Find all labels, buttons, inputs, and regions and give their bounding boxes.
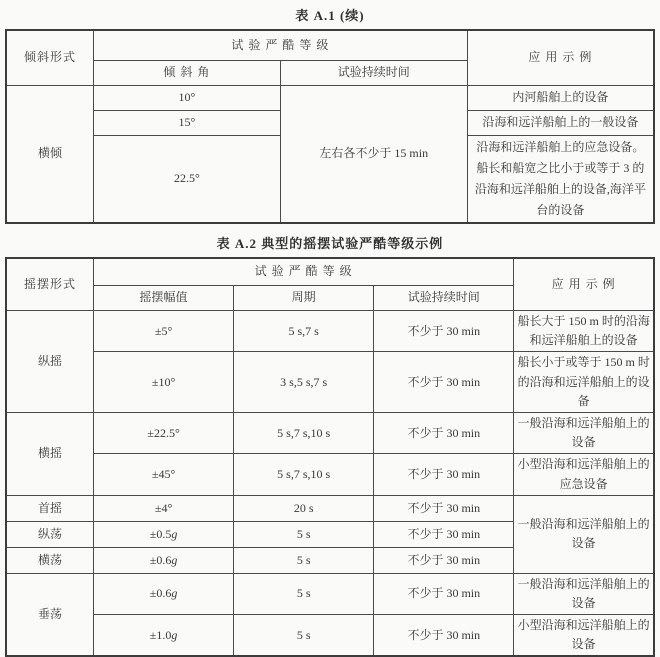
- a2-header-period: 周期: [234, 286, 374, 311]
- amplitude-value: ±10°: [152, 375, 175, 389]
- a2-duration-cell: 不少于 30 min: [374, 615, 514, 657]
- amplitude-value: ±0.6: [150, 586, 172, 600]
- a2-duration-cell: 不少于 30 min: [374, 495, 514, 521]
- a2-form-label: 首摇: [6, 495, 94, 521]
- a2-duration-cell: 不少于 30 min: [374, 311, 514, 352]
- a2-example-cell: 一般沿海和远洋船舶上的设备: [514, 495, 654, 573]
- table-a1-title: 表 A.1 (续): [0, 6, 660, 26]
- a1-example-cell: 沿海和远洋船舶上的一般设备: [467, 110, 654, 135]
- a2-period-cell: 3 s,5 s,7 s: [234, 352, 374, 413]
- a2-example-cell: 小型沿海和远洋船舶上的设备: [514, 615, 654, 657]
- a1-example-cell: 沿海和远洋船舶上的应急设备。船长和船宽之比小于或等于 3 的沿海和远洋船舶上的设备,海洋平台的设备: [467, 135, 654, 223]
- a2-period-cell: 5 s: [234, 521, 374, 547]
- amplitude-value: ±5°: [155, 324, 172, 338]
- amplitude-value: ±22.5°: [147, 426, 179, 440]
- a2-example-cell: 一般沿海和远洋船舶上的设备: [514, 412, 654, 453]
- amplitude-value: ±45°: [152, 467, 175, 481]
- a2-amplitude-cell: [94, 547, 234, 573]
- table-a2-title: 表 A.2 典型的摇摆试验严酷等级示例: [0, 234, 660, 254]
- a2-example-cell: 一般沿海和远洋船舶上的设备: [514, 573, 654, 614]
- a2-period-cell: 5 s,7 s: [234, 311, 374, 352]
- table-a1: [5, 29, 655, 224]
- amplitude-value: ±0.5: [150, 527, 172, 541]
- a2-period-cell: 5 s,7 s,10 s: [234, 454, 374, 495]
- a2-amplitude-cell: [94, 412, 234, 453]
- a2-duration-cell: 不少于 30 min: [374, 454, 514, 495]
- a2-form-label: 横荡: [6, 547, 94, 573]
- a2-period-cell: 5 s,7 s,10 s: [234, 412, 374, 453]
- a1-header-angle: 倾 斜 角: [94, 60, 281, 85]
- amplitude-unit: g: [171, 527, 177, 541]
- a2-period-cell: 5 s: [234, 547, 374, 573]
- a2-duration-cell: 不少于 30 min: [374, 521, 514, 547]
- a1-angle-cell: 22.5°: [94, 135, 281, 223]
- a2-duration-cell: 不少于 30 min: [374, 412, 514, 453]
- a2-amplitude-cell: [94, 352, 234, 413]
- amplitude-value: ±0.6: [150, 553, 172, 567]
- a2-amplitude-cell: [94, 521, 234, 547]
- a1-example-cell: 内河船舶上的设备: [467, 85, 654, 110]
- a2-duration-cell: 不少于 30 min: [374, 547, 514, 573]
- a2-amplitude-cell: [94, 454, 234, 495]
- a1-header-severity: 试 验 严 酷 等 级: [94, 30, 468, 60]
- a2-amplitude-cell: [94, 615, 234, 657]
- a1-header-duration: 试验持续时间: [280, 60, 467, 85]
- a1-duration-cell: 左右各不少于 15 min: [280, 85, 467, 223]
- a1-header-examples: 应 用 示 例: [467, 30, 654, 85]
- amplitude-value: ±4°: [155, 501, 172, 515]
- amplitude-value: ±1.0: [150, 628, 172, 642]
- a1-angle-cell: 10°: [94, 85, 281, 110]
- a2-form-label: 垂荡: [6, 573, 94, 656]
- a2-period-cell: 5 s: [234, 615, 374, 657]
- a2-amplitude-cell: [94, 495, 234, 521]
- a2-header-examples: 应 用 示 例: [514, 258, 654, 311]
- a2-form-label: 横摇: [6, 412, 94, 495]
- a2-period-cell: 20 s: [234, 495, 374, 521]
- a1-header-form: 倾斜形式: [6, 30, 94, 85]
- a2-form-label: 纵摇: [6, 311, 94, 413]
- a2-example-cell: 船长大于 150 m 时的沿海和远洋船舶上的设备: [514, 311, 654, 352]
- a2-example-cell: 船长小于或等于 150 m 时的沿海和远洋船舶上的设备: [514, 352, 654, 413]
- table-a2: [5, 257, 655, 657]
- a2-header-duration: 试验持续时间: [374, 286, 514, 311]
- a2-duration-cell: 不少于 30 min: [374, 352, 514, 413]
- a2-duration-cell: 不少于 30 min: [374, 573, 514, 614]
- a2-period-cell: 5 s: [234, 573, 374, 614]
- amplitude-unit: g: [171, 553, 177, 567]
- a2-amplitude-cell: [94, 311, 234, 352]
- a2-form-label: 纵荡: [6, 521, 94, 547]
- a2-amplitude-cell: [94, 573, 234, 614]
- a1-angle-cell: 15°: [94, 110, 281, 135]
- amplitude-unit: g: [171, 628, 177, 642]
- a2-example-cell: 小型沿海和远洋船舶上的应急设备: [514, 454, 654, 495]
- amplitude-unit: g: [171, 586, 177, 600]
- a1-form-label: 横倾: [6, 85, 94, 223]
- a2-header-severity: 试 验 严 酷 等 级: [94, 258, 514, 286]
- a2-header-form: 摇摆形式: [6, 258, 94, 311]
- a2-header-amplitude: 摇摆幅值: [94, 286, 234, 311]
